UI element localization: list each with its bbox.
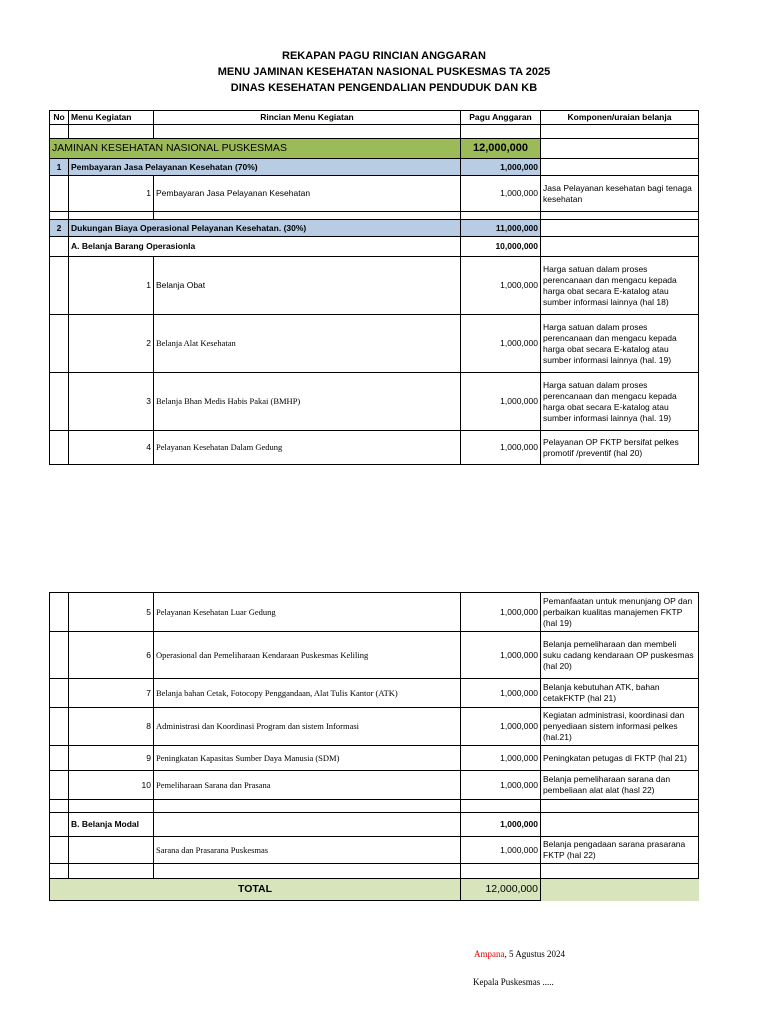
blank-row: [50, 125, 699, 139]
title-line-2: MENU JAMINAN KESEHATAN NASIONAL PUSKESMAS TA 2025: [217, 66, 551, 78]
header-row: [50, 111, 699, 125]
subgroup-row-a: [50, 237, 699, 257]
item-amount: 1,000,000: [461, 373, 541, 431]
item-komponen: Kegiatan administrasi, koordinasi dan penyediaan sistem informasi pelkes (hal.21): [541, 708, 699, 746]
budget-table-upper: [49, 110, 699, 465]
item-label: Sarana dan Prasarana Puskesmas: [154, 837, 461, 864]
item-no: 7: [69, 679, 154, 708]
table-row: [50, 837, 699, 864]
group-no: 2: [50, 220, 69, 237]
table-row: [50, 593, 699, 632]
total-row: [50, 879, 699, 901]
item-no: 6: [69, 632, 154, 679]
signature-title: Kepala Puskesmas .....: [473, 977, 554, 987]
item-no: 3: [69, 373, 154, 431]
item-komponen: Harga satuan dalam proses perencanaan dan mengacu kepada harga obat secara E-katalog atau sumber informasi lainnya (hal. 19): [541, 373, 699, 431]
section-label: JAMINAN KESEHATAN NASIONAL PUSKESMAS: [50, 139, 461, 159]
item-no: 9: [69, 746, 154, 771]
item-no: 10: [69, 771, 154, 800]
item-label: Belanja bahan Cetak, Fotocopy Penggandaan, Alat Tulis Kantor (ATK): [154, 679, 461, 708]
item-amount: 1,000,000: [461, 431, 541, 465]
item-amount: 1,000,000: [461, 315, 541, 373]
subgroup-row-b: [50, 813, 699, 837]
item-label: Operasional dan Pemeliharaan Kendaraan Puskesmas Keliling: [154, 632, 461, 679]
item-komponen: Belanja kebutuhan ATK, bahan cetakFKTP (hal 21): [541, 679, 699, 708]
item-komponen: Belanja pengadaan sarana prasarana FKTP (hal 22): [541, 837, 699, 864]
section-row: [50, 139, 699, 159]
item-amount: 1,000,000: [461, 679, 541, 708]
total-amount: 12,000,000: [461, 879, 541, 901]
header-pagu: Pagu Anggaran: [461, 111, 541, 125]
item-amount: 1,000,000: [461, 257, 541, 315]
item-no: 4: [69, 431, 154, 465]
item-label: Pelayanan Kesehatan Dalam Gedung: [154, 431, 461, 465]
subgroup-amount: 10,000,000: [461, 237, 541, 257]
item-komponen: Harga satuan dalam proses perencanaan dan mengacu kepada harga obat secara E-katalog atau sumber informasi lainnya (hal. 19): [541, 315, 699, 373]
signature-date: [474, 949, 565, 959]
table-row: [50, 708, 699, 746]
table-row: [50, 679, 699, 708]
item-label: Pelayanan Kesehatan Luar Gedung: [154, 593, 461, 632]
header-rincian: Rincian Menu Kegiatan: [154, 111, 461, 125]
table-row: [50, 632, 699, 679]
group-no: 1: [50, 159, 69, 176]
item-komponen: Peningkatan petugas di FKTP (hal 21): [541, 746, 699, 771]
group-row-2: [50, 220, 699, 237]
item-komponen: Belanja pemeliharaan sarana dan pembeliaan alat alat (hasl 22): [541, 771, 699, 800]
item-no: 8: [69, 708, 154, 746]
table-row: [50, 431, 699, 465]
signature-date-text: , 5 Agustus 2024: [504, 949, 566, 959]
item-komponen: Pemanfaatan untuk menunjang OP dan perbaikan kualitas manajemen FKTP (hal 19): [541, 593, 699, 632]
header-komponen: Komponen/uraian belanja: [541, 111, 699, 125]
section-amount: 12,000,000: [461, 139, 541, 159]
table-row: [50, 257, 699, 315]
item-amount: 1,000,000: [461, 837, 541, 864]
item-label: Belanja Alat Kesehatan: [154, 315, 461, 373]
subgroup-label: B. Belanja Modal: [69, 813, 154, 837]
item-no: 2: [69, 315, 154, 373]
item-amount: 1,000,000: [461, 593, 541, 632]
item-no: 1: [69, 257, 154, 315]
subgroup-label: A. Belanja Barang Operasionla: [69, 237, 461, 257]
item-komponen: Harga satuan dalam proses perencanaan dan mengacu kepada harga obat secara E-katalog atau sumber informasi lainnya (hal 18): [541, 257, 699, 315]
blank-row: [50, 800, 699, 813]
group-amount: 11,000,000: [461, 220, 541, 237]
table-row: [50, 771, 699, 800]
item-label: Belanja Obat: [154, 257, 461, 315]
item-no: 1: [69, 176, 154, 212]
item-label: Peningkatan Kapasitas Sumber Daya Manusia (SDM): [154, 746, 461, 771]
blank-row: [50, 864, 699, 879]
item-label: Administrasi dan Koordinasi Program dan sistem Informasi: [154, 708, 461, 746]
item-amount: 1,000,000: [461, 176, 541, 212]
table-row: [50, 373, 699, 431]
item-komponen: Belanja pemeliharaan dan membeli suku cadang kendaraan OP puskesmas (hal 20): [541, 632, 699, 679]
item-amount: 1,000,000: [461, 771, 541, 800]
blank-row: [50, 212, 699, 220]
group-label: Pembayaran Jasa Pelayanan Kesehatan (70%): [69, 159, 461, 176]
item-amount: 1,000,000: [461, 708, 541, 746]
table-row: [50, 746, 699, 771]
item-label: Belanja Bhan Medis Habis Pakai (BMHP): [154, 373, 461, 431]
title-line-3: DINAS KESEHATAN PENGENDALIAN PENDUDUK DAN KB: [230, 82, 538, 94]
table-row: [50, 315, 699, 373]
budget-table-lower: [49, 592, 699, 901]
item-komponen: Pelayanan OP FKTP bersifat pelkes promotif /preventif (hal 20): [541, 431, 699, 465]
group-amount: 1,000,000: [461, 159, 541, 176]
item-label: Pemeliharaan Sarana dan Prasana: [154, 771, 461, 800]
group-label: Dukungan Biaya Operasional Pelayanan Kesehatan. (30%): [69, 220, 461, 237]
item-amount: 1,000,000: [461, 632, 541, 679]
table-row: [50, 176, 699, 212]
header-no: No: [50, 111, 69, 125]
subgroup-amount: 1,000,000: [461, 813, 541, 837]
title-line-1: REKAPAN PAGU RINCIAN ANGGARAN: [282, 50, 486, 62]
item-komponen: Jasa Pelayanan kesehatan bagi tenaga kesehatan: [541, 176, 699, 212]
item-label: Pembayaran Jasa Pelayanan Kesehatan: [154, 176, 461, 212]
item-amount: 1,000,000: [461, 746, 541, 771]
total-label: TOTAL: [50, 879, 461, 901]
group-row-1: [50, 159, 699, 176]
signature-place: Ampana: [474, 949, 505, 959]
item-no: 5: [69, 593, 154, 632]
header-menu: Menu Kegiatan: [69, 111, 154, 125]
